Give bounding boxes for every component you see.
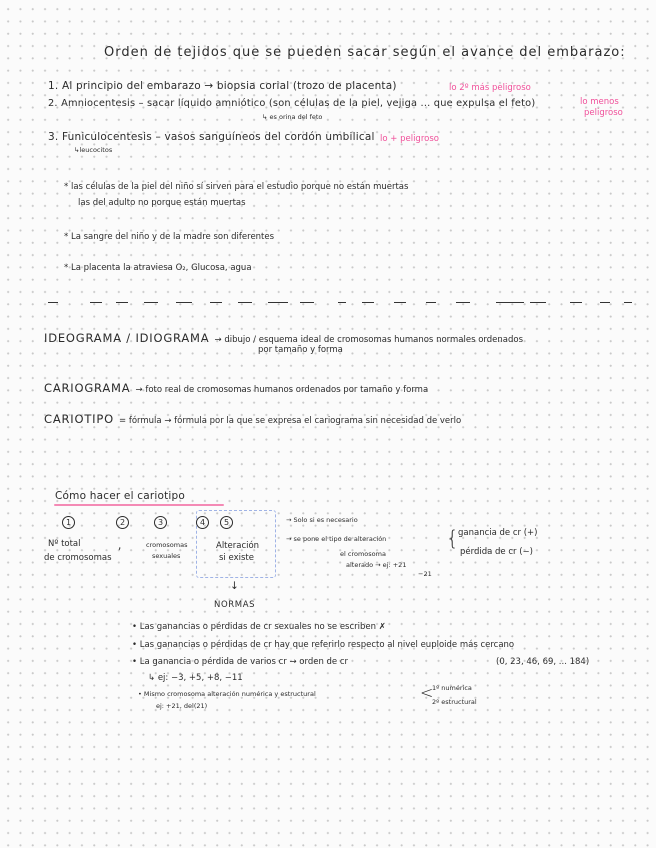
loss-label: pérdida de cr (−) [460, 547, 533, 557]
label-alteration: Alteración [216, 541, 260, 551]
list-text: Amniocentesis – sacar líquido amniótico (son células de la piel, vejiga ... que expulsa el feto) [61, 98, 536, 109]
list-item-2 [48, 98, 535, 109]
bullet-item: * La sangre del niño y de la madre son diferentes [64, 232, 275, 242]
rule-item: • Las ganancias o pérdidas de cr hay que referirlo respecto al nivel euploide más cercano [132, 640, 515, 650]
definition-text: = fórmula → fórmula por la que se expresa el cariograma sin necesidad de verlo [119, 416, 462, 426]
euploid-series: (0, 23, 46, 69, ... 184) [496, 657, 590, 667]
list-number: 3. [48, 131, 59, 143]
step-circle: 2 [116, 516, 129, 529]
list-note: lo + peligroso [380, 134, 439, 144]
brace-icon: { [446, 526, 459, 550]
label-sex: sexuales [152, 552, 181, 560]
definition-text: → foto real de cromosomas humanos ordenados por tamaño y forma [135, 385, 429, 395]
comma: , [118, 540, 122, 552]
bullet-item: * las células de la piel del niño sí sirven para el estudio porque no están muertas [64, 182, 409, 192]
list-subnote: ↳ es orina del feto [262, 113, 323, 121]
rule-example: ↳ ej: −3, +5, +8, −11 [148, 673, 243, 683]
step-circle: 5 [220, 516, 233, 529]
bullet-item: * La placenta la atraviesa O₂, Glucosa, agua [64, 263, 252, 273]
page-title: Orden de tejidos que se pueden sacar según el avance del embarazo: [104, 45, 626, 60]
list-text: Al principio del embarazo → biopsia corial (trozo de placenta) [61, 80, 397, 92]
list-item-3 [48, 131, 375, 143]
list-note: lo menos [580, 97, 619, 107]
list-item-1 [48, 80, 397, 92]
altered-note: alterado → ej: +21 [346, 561, 407, 569]
step-circle: 3 [154, 516, 167, 529]
rule-item: • Las ganancias o pérdidas de cr sexuales no se escriben ✗ [132, 622, 386, 632]
step-circle: 4 [196, 516, 209, 529]
section-heading: Cómo hacer el cariotipo [55, 490, 186, 502]
label-total: de cromosomas [44, 553, 112, 563]
arrow-down-icon: ↓ [230, 580, 239, 592]
step-circle: 1 [62, 516, 75, 529]
definition-cariograma [44, 377, 428, 396]
norms-title: NORMAS [214, 600, 256, 610]
brace-icon: < [420, 683, 434, 702]
label-sex: cromosomas [146, 541, 188, 549]
list-text: Funiculocentesis – vasos sanguíneos del cordón umbilical [61, 131, 375, 143]
definition-cariotipo [44, 408, 461, 427]
only-if-needed: → Solo si es necesario [286, 516, 358, 524]
bullet-item: las del adulto no porque están muertas [78, 198, 246, 208]
label-total: Nº total [48, 539, 81, 549]
altered-note: −21 [418, 570, 432, 578]
altered-note: el cromosoma [340, 550, 386, 558]
rule-example: ej: +21, del(21) [156, 702, 208, 710]
alteration-type: → se pone el tipo de alteración [286, 535, 387, 543]
list-note: peligroso [584, 108, 623, 118]
definition-term: CARIOGRAMA [44, 381, 131, 395]
order-label: 1º numérica [432, 684, 472, 692]
definition-ideograma [44, 327, 523, 346]
rule-item: • Mismo cromosoma alteración numérica y estructural [138, 690, 316, 698]
definition-text-cont: por tamaño y forma [258, 345, 343, 355]
definition-term: IDEOGRAMA / IDIOGRAMA [44, 331, 210, 345]
list-number: 1. [48, 80, 59, 92]
label-alteration: si existe [219, 553, 254, 563]
definition-text: → dibujo / esquema ideal de cromosomas humanos normales ordenados [214, 335, 523, 345]
rule-item: • La ganancia o pérdida de varios cr → orden de cr [132, 657, 349, 667]
definition-term: CARIOTIPO [44, 412, 114, 426]
list-subnote: ↳leucocitos [74, 146, 113, 154]
order-label: 2º estructural [432, 698, 477, 706]
list-note: lo 2º más peligroso [449, 83, 531, 93]
list-number: 2. [48, 98, 58, 109]
heading-underline [54, 504, 224, 506]
gain-label: ganancia de cr (+) [458, 528, 538, 538]
